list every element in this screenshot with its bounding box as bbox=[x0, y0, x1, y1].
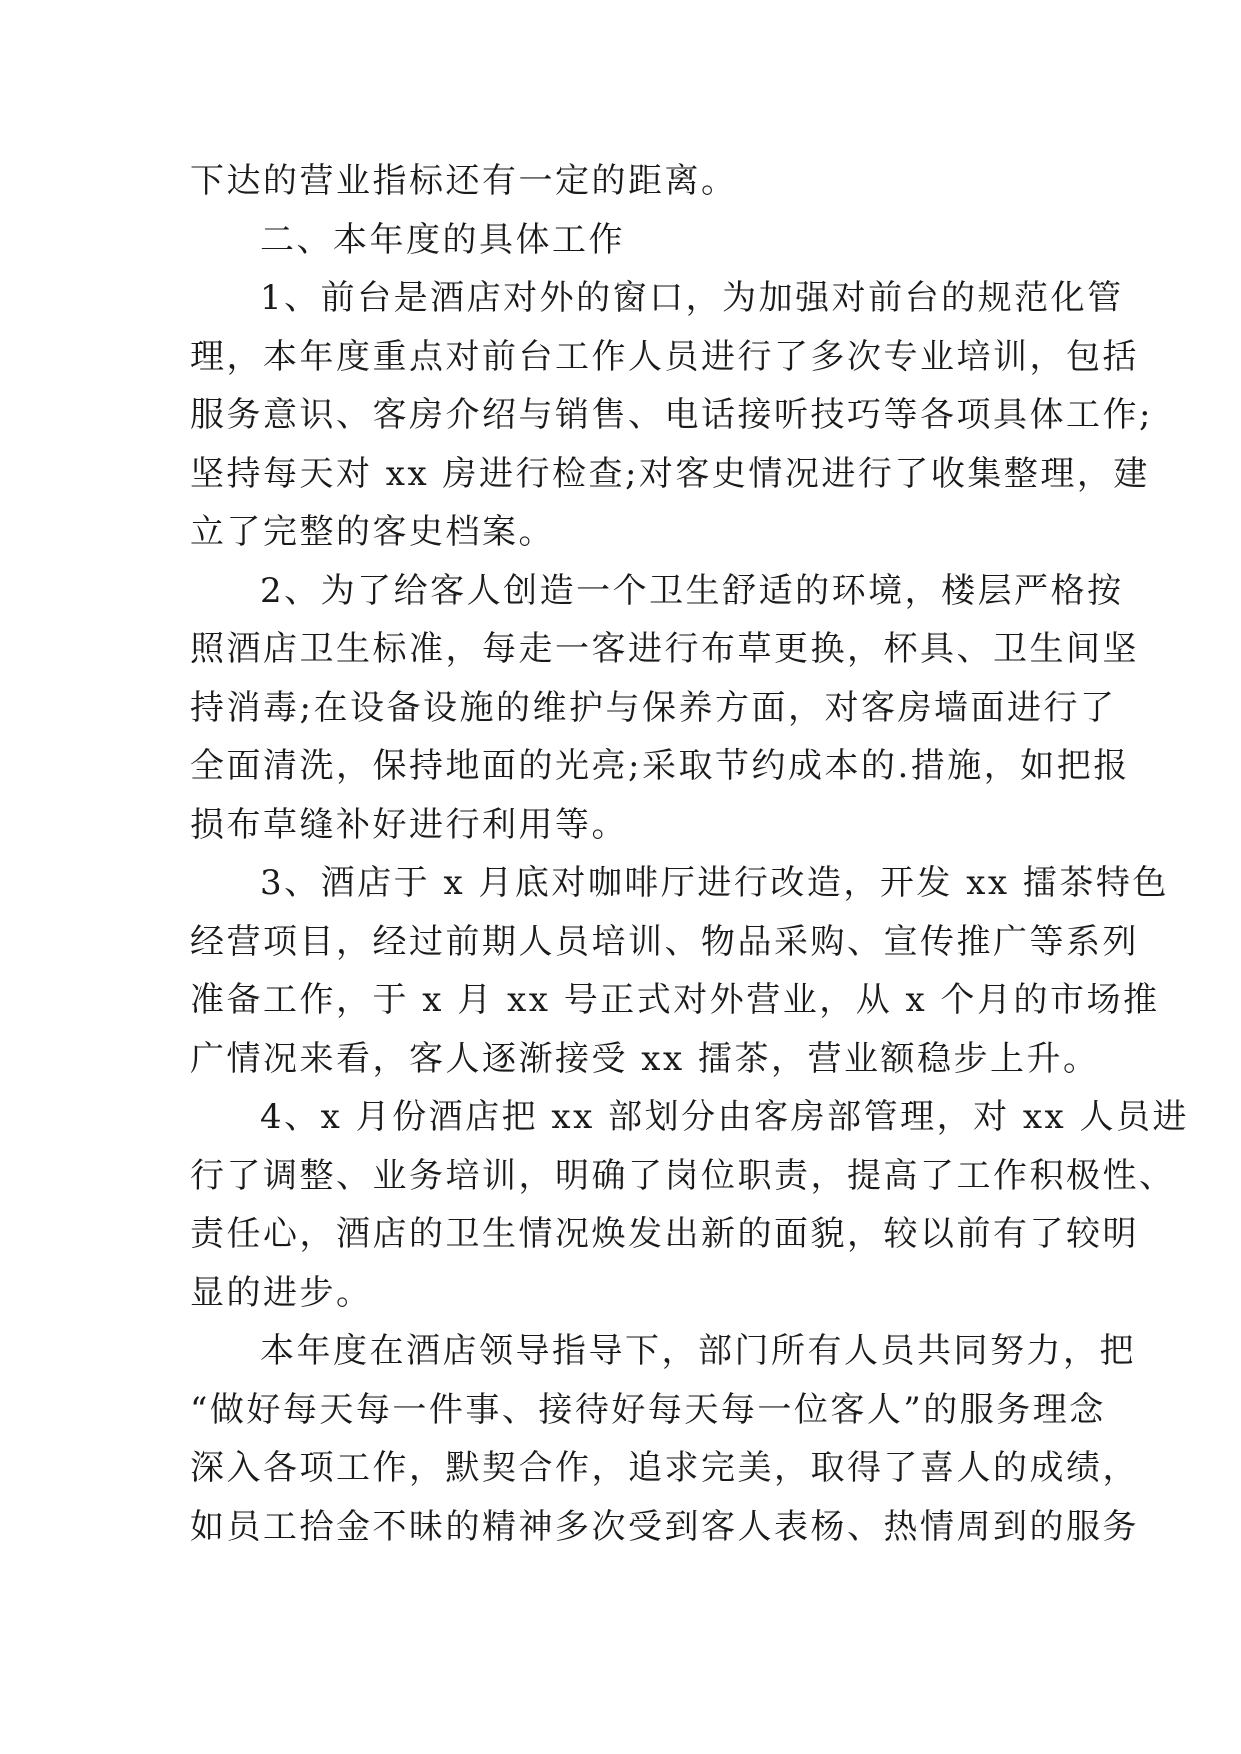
text-line: 准备工作，于 x 月 xx 号正式对外营业，从 x 个月的市场推 bbox=[190, 980, 1160, 1020]
text-line: 如员工拾金不昧的精神多次受到客人表杨、热情周到的服务 bbox=[190, 1506, 1139, 1547]
text-line: 全面清洗，保持地面的光亮;采取节约成本的.措施，如把报 bbox=[190, 746, 1130, 786]
text-line: 服务意识、客房介绍与销售、电话接听技巧等各项具体工作; bbox=[190, 395, 1153, 435]
text-line: 责任心，酒店的卫生情况焕发出新的面貌，较以前有了较明 bbox=[190, 1214, 1139, 1254]
text-line: 显的进步。 bbox=[190, 1272, 373, 1313]
text-line: 坚持每天对 xx 房进行检查;对客史情况进行了收集整理，建 bbox=[190, 453, 1150, 494]
text-line: 理，本年度重点对前台工作人员进行了多次专业培训，包括 bbox=[190, 336, 1139, 377]
text-line: 经营项目，经过前期人员培训、物品采购、宣传推广等系列 bbox=[190, 921, 1139, 962]
text-line: 立了完整的客史档案。 bbox=[190, 512, 555, 552]
text-line: “做好每天每一件事、接待好每天每一位客人”的服务理念 bbox=[190, 1389, 1106, 1430]
text-line: 广情况来看，客人逐渐接受 xx 擂茶，营业额稳步上升。 bbox=[190, 1038, 1100, 1079]
text-line: 1、前台是酒店对外的窗口，为加强对前台的规范化管 bbox=[260, 278, 1124, 318]
text-line: 4、x 月份酒店把 xx 部划分由客房部管理，对 xx 人员进 bbox=[260, 1097, 1190, 1137]
text-line: 照酒店卫生标准，每走一客进行布草更换，杯具、卫生间坚 bbox=[190, 629, 1139, 669]
text-line: 本年度在酒店领导指导下，部门所有人员共同努力，把 bbox=[260, 1331, 1136, 1371]
text-line: 二、本年度的具体工作 bbox=[260, 219, 625, 260]
text-line: 2、为了给客人创造一个卫生舒适的环境，楼层严格按 bbox=[260, 570, 1124, 611]
text-line: 下达的营业指标还有一定的距离。 bbox=[190, 161, 738, 201]
text-line: 深入各项工作，默契合作，追求完美，取得了喜人的成绩， bbox=[190, 1448, 1139, 1488]
text-line: 3、酒店于 x 月底对咖啡厅进行改造，开发 xx 擂茶特色 bbox=[260, 863, 1169, 903]
text-line: 损布草缝补好进行利用等。 bbox=[190, 804, 628, 845]
text-line: 行了调整、业务培训，明确了岗位职责，提高了工作积极性、 bbox=[190, 1155, 1176, 1196]
text-line: 持消毒;在设备设施的维护与保养方面，对客房墙面进行了 bbox=[190, 687, 1117, 728]
document-body bbox=[190, 152, 1190, 1556]
